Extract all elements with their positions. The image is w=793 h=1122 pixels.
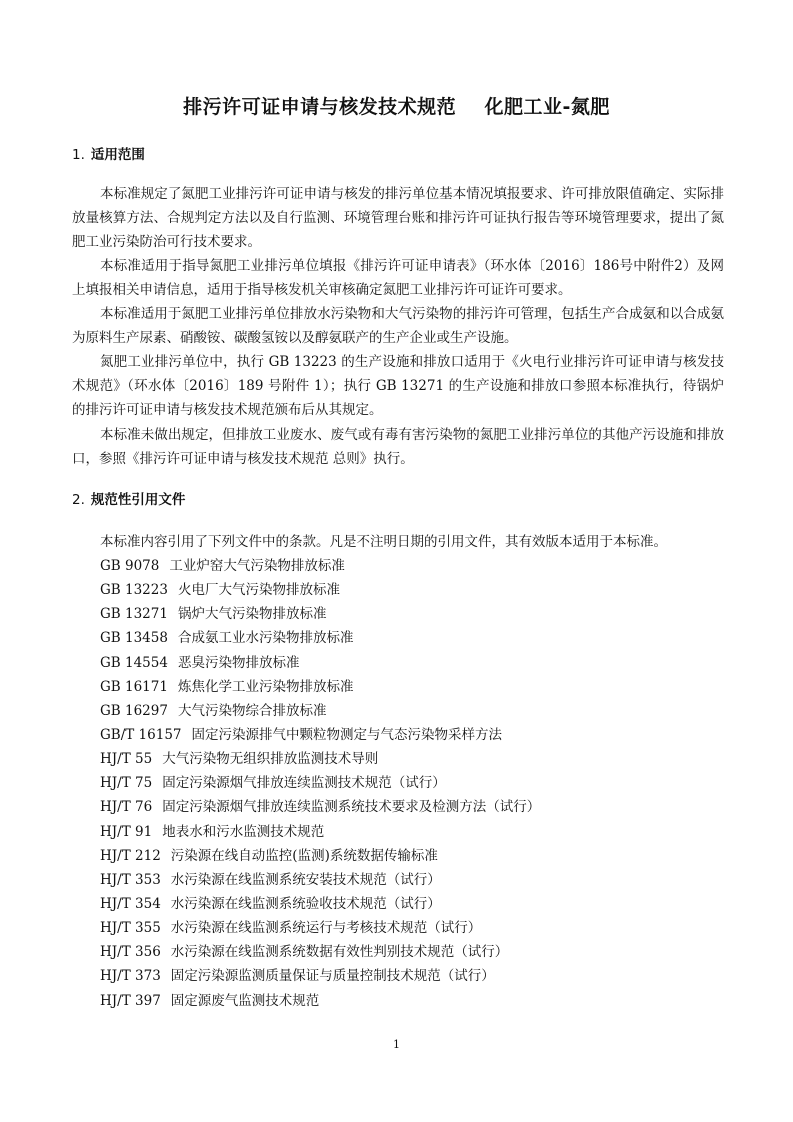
- reference-item: [100, 699, 540, 723]
- reference-code: GB/T 16157: [100, 726, 182, 743]
- reference-list: [100, 554, 540, 1013]
- reference-item: [100, 675, 540, 699]
- reference-item: [100, 795, 540, 819]
- reference-item: [100, 651, 540, 675]
- reference-item: [100, 578, 540, 602]
- reference-item: [100, 554, 540, 578]
- reference-title: 锅炉大气污染物排放标准: [177, 606, 327, 623]
- section-2-number: 2.: [72, 492, 85, 508]
- reference-title: 炼焦化学工业污染物排放标准: [177, 678, 354, 695]
- reference-code: GB 16297: [100, 702, 168, 719]
- reference-item: [100, 964, 540, 988]
- reference-title: 污染源在线自动监控(监测)系统数据传输标准: [170, 847, 438, 864]
- reference-title: 固定污染源排气中颗粒物测定与气态污染物采样方法: [191, 726, 502, 743]
- section-1-number: 1.: [72, 147, 85, 163]
- section-1-paragraph-1: 本标准规定了氮肥工业排污许可证申请与核发的排污单位基本情况填报要求、许可排放限值确定、实际排放量核算方法、合规判定方法以及自行监测、环境管理台账和排污许可证执行报告等环境管理要求，提出了氮肥工业污染防治可行技术要求。: [72, 186, 724, 251]
- reference-code: HJ/T 397: [100, 992, 161, 1009]
- reference-title: 工业炉窑大气污染物排放标准: [169, 558, 345, 574]
- reference-code: HJ/T 212: [100, 847, 161, 864]
- reference-code: GB 9078: [100, 558, 160, 574]
- reference-code: GB 14554: [100, 654, 168, 671]
- reference-code: HJ/T 355: [100, 920, 161, 937]
- reference-code: GB 13223: [100, 582, 168, 599]
- reference-code: HJ/T 75: [100, 775, 153, 792]
- reference-item: [100, 844, 540, 868]
- reference-code: HJ/T 356: [100, 944, 161, 961]
- reference-title: 水污染源在线监测系统验收技术规范（试行）: [170, 895, 441, 912]
- reference-title: 固定源废气监测技术规范: [170, 992, 320, 1009]
- reference-title: 固定污染源烟气排放连续监测技术规范（试行）: [162, 775, 446, 792]
- reference-title: 恶臭污染物排放标准: [177, 654, 300, 671]
- reference-item: [100, 916, 540, 940]
- reference-item: [100, 868, 540, 892]
- reference-title: 地表水和污水监测技术规范: [162, 823, 325, 840]
- reference-title: 固定污染源烟气排放连续监测系统技术要求及检测方法（试行）: [162, 799, 541, 816]
- reference-code: GB 13458: [100, 630, 168, 647]
- reference-item: [100, 723, 540, 747]
- section-1-paragraph-2: 本标准适用于指导氮肥工业排污单位填报《排污许可证申请表》（环水体〔2016〕186号中附件2）及网上填报相关申请信息，适用于指导核发机关审核确定氮肥工业排污许可证许可要求。: [72, 258, 724, 299]
- section-1-title: 适用范围: [90, 147, 145, 163]
- section-2-heading: [72, 488, 185, 508]
- reference-item: [100, 771, 540, 795]
- reference-item: [100, 747, 540, 771]
- reference-title: 大气污染物无组织排放监测技术导则: [162, 751, 379, 768]
- reference-code: HJ/T 91: [100, 823, 153, 840]
- reference-code: HJ/T 354: [100, 895, 161, 912]
- reference-item: [100, 602, 540, 626]
- section-1-heading: [72, 143, 145, 163]
- reference-code: GB 13271: [100, 606, 168, 623]
- reference-item: [100, 989, 540, 1013]
- reference-item: [100, 820, 540, 844]
- reference-code: GB 16171: [100, 678, 168, 695]
- section-1-paragraph-4: 氮肥工业排污单位中，执行 GB 13223 的生产设施和排放口适用于《火电行业排污许可证申请与核发技术规范》（环水体〔2016〕189 号附件 1）；执行 GB 13271 的生产设施和排放口参照本标准执行，待锅炉的排污许可证申请与核发技术规范颁布后从其规定。: [72, 354, 724, 419]
- page-number: 1: [393, 1038, 400, 1051]
- reference-title: 水污染源在线监测系统运行与考核技术规范（试行）: [170, 920, 482, 937]
- page-title: 排污许可证申请与核发技术规范 化肥工业-氮肥: [183, 96, 610, 118]
- section-1-paragraph-5: 本标准未做出规定，但排放工业废水、废气或有毒有害污染物的氮肥工业排污单位的其他产污设施和排放口，参照《排污许可证申请与核发技术规范 总则》执行。: [72, 427, 724, 468]
- reference-title: 水污染源在线监测系统数据有效性判别技术规范（试行）: [170, 944, 509, 961]
- reference-code: HJ/T 373: [100, 968, 161, 985]
- reference-code: HJ/T 55: [100, 751, 153, 768]
- reference-title: 合成氨工业水污染物排放标准: [177, 630, 354, 647]
- section-1-paragraph-3: 本标准适用于氮肥工业排污单位排放水污染物和大气污染物的排污许可管理，包括生产合成氨和以合成氨为原料生产尿素、硝酸铵、碳酸氢铵以及醇氨联产的生产企业或生产设施。: [72, 306, 724, 347]
- reference-item: [100, 626, 540, 650]
- reference-title: 大气污染物综合排放标准: [177, 702, 327, 719]
- reference-code: HJ/T 353: [100, 871, 161, 888]
- reference-title: 水污染源在线监测系统安装技术规范（试行）: [170, 871, 441, 888]
- reference-title: 固定污染源监测质量保证与质量控制技术规范（试行）: [170, 968, 495, 985]
- reference-title: 火电厂大气污染物排放标准: [177, 582, 340, 599]
- reference-item: [100, 892, 540, 916]
- reference-code: HJ/T 76: [100, 799, 153, 816]
- section-2-title: 规范性引用文件: [90, 492, 186, 508]
- section-2-intro: 本标准内容引用了下列文件中的条款。凡是不注明日期的引用文件，其有效版本适用于本标准。: [100, 534, 667, 550]
- reference-item: [100, 940, 540, 964]
